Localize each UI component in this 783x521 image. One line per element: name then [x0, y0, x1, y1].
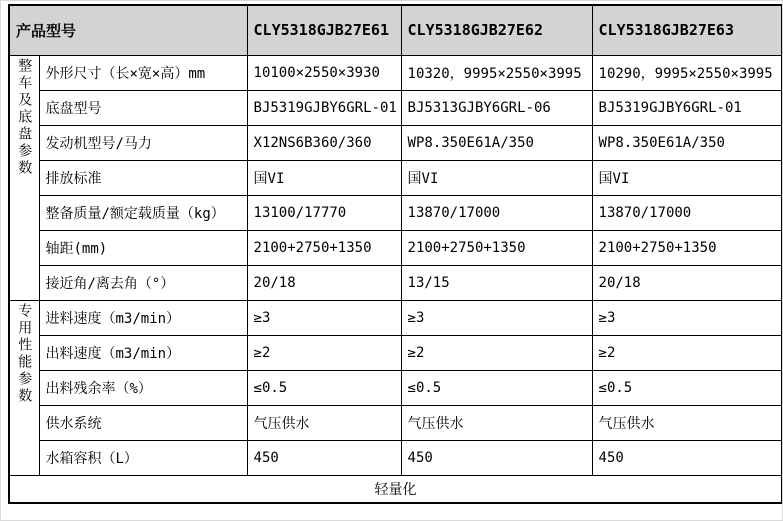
spec-name-cell: 轴距(mm) [39, 230, 247, 265]
spec-value-cell: 10320，9995×2550×3995 [401, 55, 592, 90]
spec-value-cell: BJ5313GJBY6GRL-06 [401, 90, 592, 125]
spec-value-cell: X12NS6B360/360 [247, 125, 401, 160]
table-row [9, 405, 782, 440]
spec-name-cell: 水箱容积（L） [39, 440, 247, 475]
spec-name-cell: 底盘型号 [39, 90, 247, 125]
spec-value-cell: ≤0.5 [592, 370, 782, 405]
spec-value-cell: 13/15 [401, 265, 592, 300]
spec-value-cell: 450 [247, 440, 401, 475]
spec-value-cell: ≥3 [247, 300, 401, 335]
spec-value-cell: 2100+2750+1350 [592, 230, 782, 265]
spec-value-cell: WP8.350E61A/350 [401, 125, 592, 160]
spec-name-cell: 接近角/离去角（°） [39, 265, 247, 300]
spec-value-cell: ≥3 [401, 300, 592, 335]
product-model-header-cell: 产品型号 [9, 5, 247, 55]
spec-value-cell: 2100+2750+1350 [247, 230, 401, 265]
spec-value-cell: 450 [401, 440, 592, 475]
spec-value-cell: 国VI [401, 160, 592, 195]
spec-value-cell: 20/18 [247, 265, 401, 300]
spec-name-cell: 外形尺寸（长×宽×高）mm [39, 55, 247, 90]
table-row [9, 90, 782, 125]
spec-value-cell: 国VI [247, 160, 401, 195]
spec-value-cell: 20/18 [592, 265, 782, 300]
table-row [9, 125, 782, 160]
model-header-cell-e61: CLY5318GJB27E61 [247, 5, 401, 55]
spec-name-cell: 出料速度（m3/min） [39, 335, 247, 370]
spec-value-cell: ≥3 [592, 300, 782, 335]
spec-value-cell: ≤0.5 [247, 370, 401, 405]
table-row [9, 265, 782, 300]
spec-value-cell: 10100×2550×3930 [247, 55, 401, 90]
table-row [9, 370, 782, 405]
table-row [9, 230, 782, 265]
spec-name-cell: 供水系统 [39, 405, 247, 440]
group-label-performance: 专用性能参数 [9, 300, 39, 475]
spec-value-cell: BJ5319GJBY6GRL-01 [592, 90, 782, 125]
spec-table [8, 4, 783, 504]
footer-row [9, 475, 782, 503]
table-row [9, 440, 782, 475]
spec-name-cell: 进料速度（m3/min） [39, 300, 247, 335]
spec-value-cell: 10290，9995×2550×3995 [592, 55, 782, 90]
spec-value-cell: 国VI [592, 160, 782, 195]
spec-name-cell: 出料残余率（%） [39, 370, 247, 405]
spec-value-cell: 13870/17000 [401, 195, 592, 230]
spec-value-cell: 13870/17000 [592, 195, 782, 230]
spec-value-cell: BJ5319GJBY6GRL-01 [247, 90, 401, 125]
spec-name-cell: 排放标准 [39, 160, 247, 195]
model-header-cell-e62: CLY5318GJB27E62 [401, 5, 592, 55]
spec-name-cell: 发动机型号/马力 [39, 125, 247, 160]
spec-name-cell: 整备质量/额定载质量（kg） [39, 195, 247, 230]
table-row [9, 195, 782, 230]
spec-value-cell: ≥2 [401, 335, 592, 370]
spec-value-cell: 气压供水 [592, 405, 782, 440]
group-label-chassis: 整车及底盘参数 [9, 55, 39, 300]
model-header-cell-e63: CLY5318GJB27E63 [592, 5, 782, 55]
spec-value-cell: 13100/17770 [247, 195, 401, 230]
spec-value-cell: 450 [592, 440, 782, 475]
footer-cell: 轻量化 [9, 475, 782, 503]
spec-value-cell: 气压供水 [247, 405, 401, 440]
spec-value-cell: WP8.350E61A/350 [592, 125, 782, 160]
spec-value-cell: 气压供水 [401, 405, 592, 440]
header-row [9, 5, 782, 55]
spec-value-cell: ≥2 [247, 335, 401, 370]
spec-value-cell: ≥2 [592, 335, 782, 370]
table-row [9, 160, 782, 195]
table-row [9, 335, 782, 370]
table-row [9, 55, 782, 90]
spec-value-cell: 2100+2750+1350 [401, 230, 592, 265]
spec-value-cell: ≤0.5 [401, 370, 592, 405]
table-row [9, 300, 782, 335]
